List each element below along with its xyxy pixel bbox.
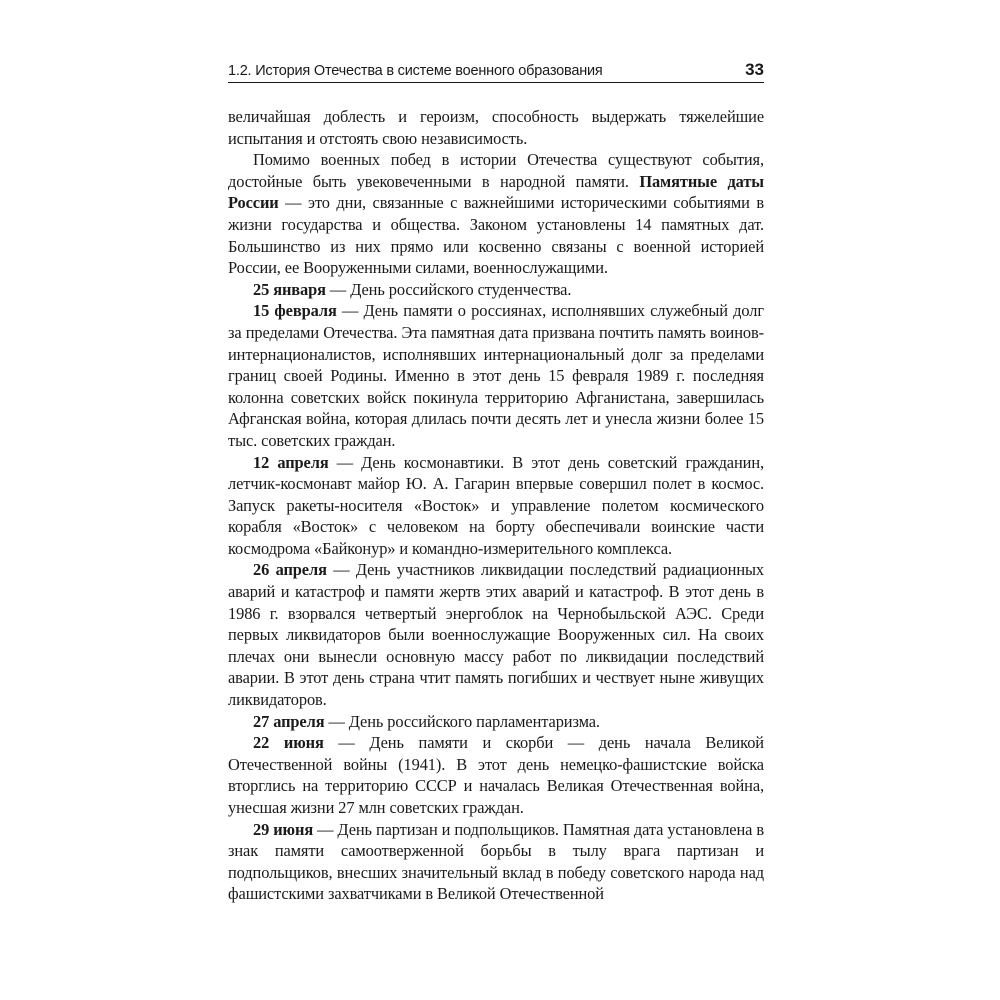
defined-term: Памятные даты России [228, 171, 764, 213]
date-description: — День космонавтики. В этот день советский гражданин, летчик-космонавт майор Ю. А. Гагарин впервые совершил полет в космос. Запуск ракеты-носителя «Восток» и управление полетом космического корабля «Восток» с человеком на борту обеспечивали воинские части космодрома «Байконур» и командно-измерительного комплекса. [228, 452, 764, 558]
date-description: — День участников ликвидации последствий радиационных аварий и катастроф и памяти жертв этих аварий и катастроф. В этот день в 1986 г. взорвался четвертый энергоблок на Чернобыльской АЭС. Среди первых ликвидаторов были военнослужащие Вооруженных сил. На своих плечах они вынесли основную массу работ по ликвидации последствий аварии. В этот день страна чтит память погибших и чествует ныне живущих ликвидаторов. [228, 560, 764, 710]
date-description: — День партизан и подпольщиков. Памятная дата установлена в знак памяти самоотверженной борьбы в тылу врага партизан и подпольщиков, внесших значительный вклад в победу советского народа над фашистскими захватчиками в Великой Отечественной [228, 819, 764, 904]
book-page [228, 58, 764, 905]
date-label: 15 февраля [253, 301, 337, 321]
page-number: 33 [745, 60, 764, 79]
body-text [228, 106, 764, 905]
date-label: 27 апреля [253, 711, 325, 731]
date-description: — День памяти о россиянах, исполнявших служебный долг за пределами Отечества. Эта памятная дата призвана почтить память воинов-интернационалистов, исполнявших интернациональный долг за пределами границ своей Родины. Именно в этот день 15 февраля 1989 г. последняя колонна советских войск покинула территорию Афганистана, завершилась Афганская война, которая длилась почти десять лет и унесла жизни более 15 тыс. советских граждан. [228, 301, 764, 450]
date-description: — День памяти и скорби — день начала Великой Отечественной войны (1941). В этот день немецко-фашистские войска вторглись на территорию СССР и началась Великая Отечественная война, унесшая жизни 27 млн советских граждан. [228, 733, 764, 817]
date-entry [228, 559, 764, 710]
date-label: 22 июня [253, 733, 324, 753]
section-title: 1.2. История Отечества в системе военного образования [228, 63, 603, 79]
date-entry [228, 300, 764, 451]
date-entry [228, 732, 764, 818]
date-description: — День российского студенчества. [325, 279, 572, 299]
running-header [228, 58, 764, 83]
date-description: — День российского парламентаризма. [324, 711, 600, 731]
date-entry [228, 819, 764, 905]
date-label: 26 апреля [253, 560, 327, 580]
date-label: 29 июня [253, 819, 314, 839]
date-entry [228, 452, 764, 560]
paragraph-memorable-dates-intro [228, 149, 764, 279]
paragraph-text: величайшая доблесть и героизм, способность выдержать тяжелейшие испытания и отстоять свою независимость. [228, 107, 764, 148]
date-label: 25 января [253, 279, 326, 299]
paragraph-continuation [228, 106, 764, 149]
paragraph-text: — это дни, связанные с важнейшими историческими событиями в жизни государства и общества. Законом установлены 14 памятных дат. Большинство из них прямо или косвенно связаны с военной историей России, ее Вооруженными силами, военнослужащими. [228, 193, 764, 278]
date-entry [228, 711, 764, 733]
paragraph-text: Помимо военных побед в истории Отечества существуют события, достойные быть увековеченными в народной памяти. [228, 150, 764, 191]
date-label: 12 апреля [253, 452, 329, 472]
date-entry [228, 279, 764, 301]
